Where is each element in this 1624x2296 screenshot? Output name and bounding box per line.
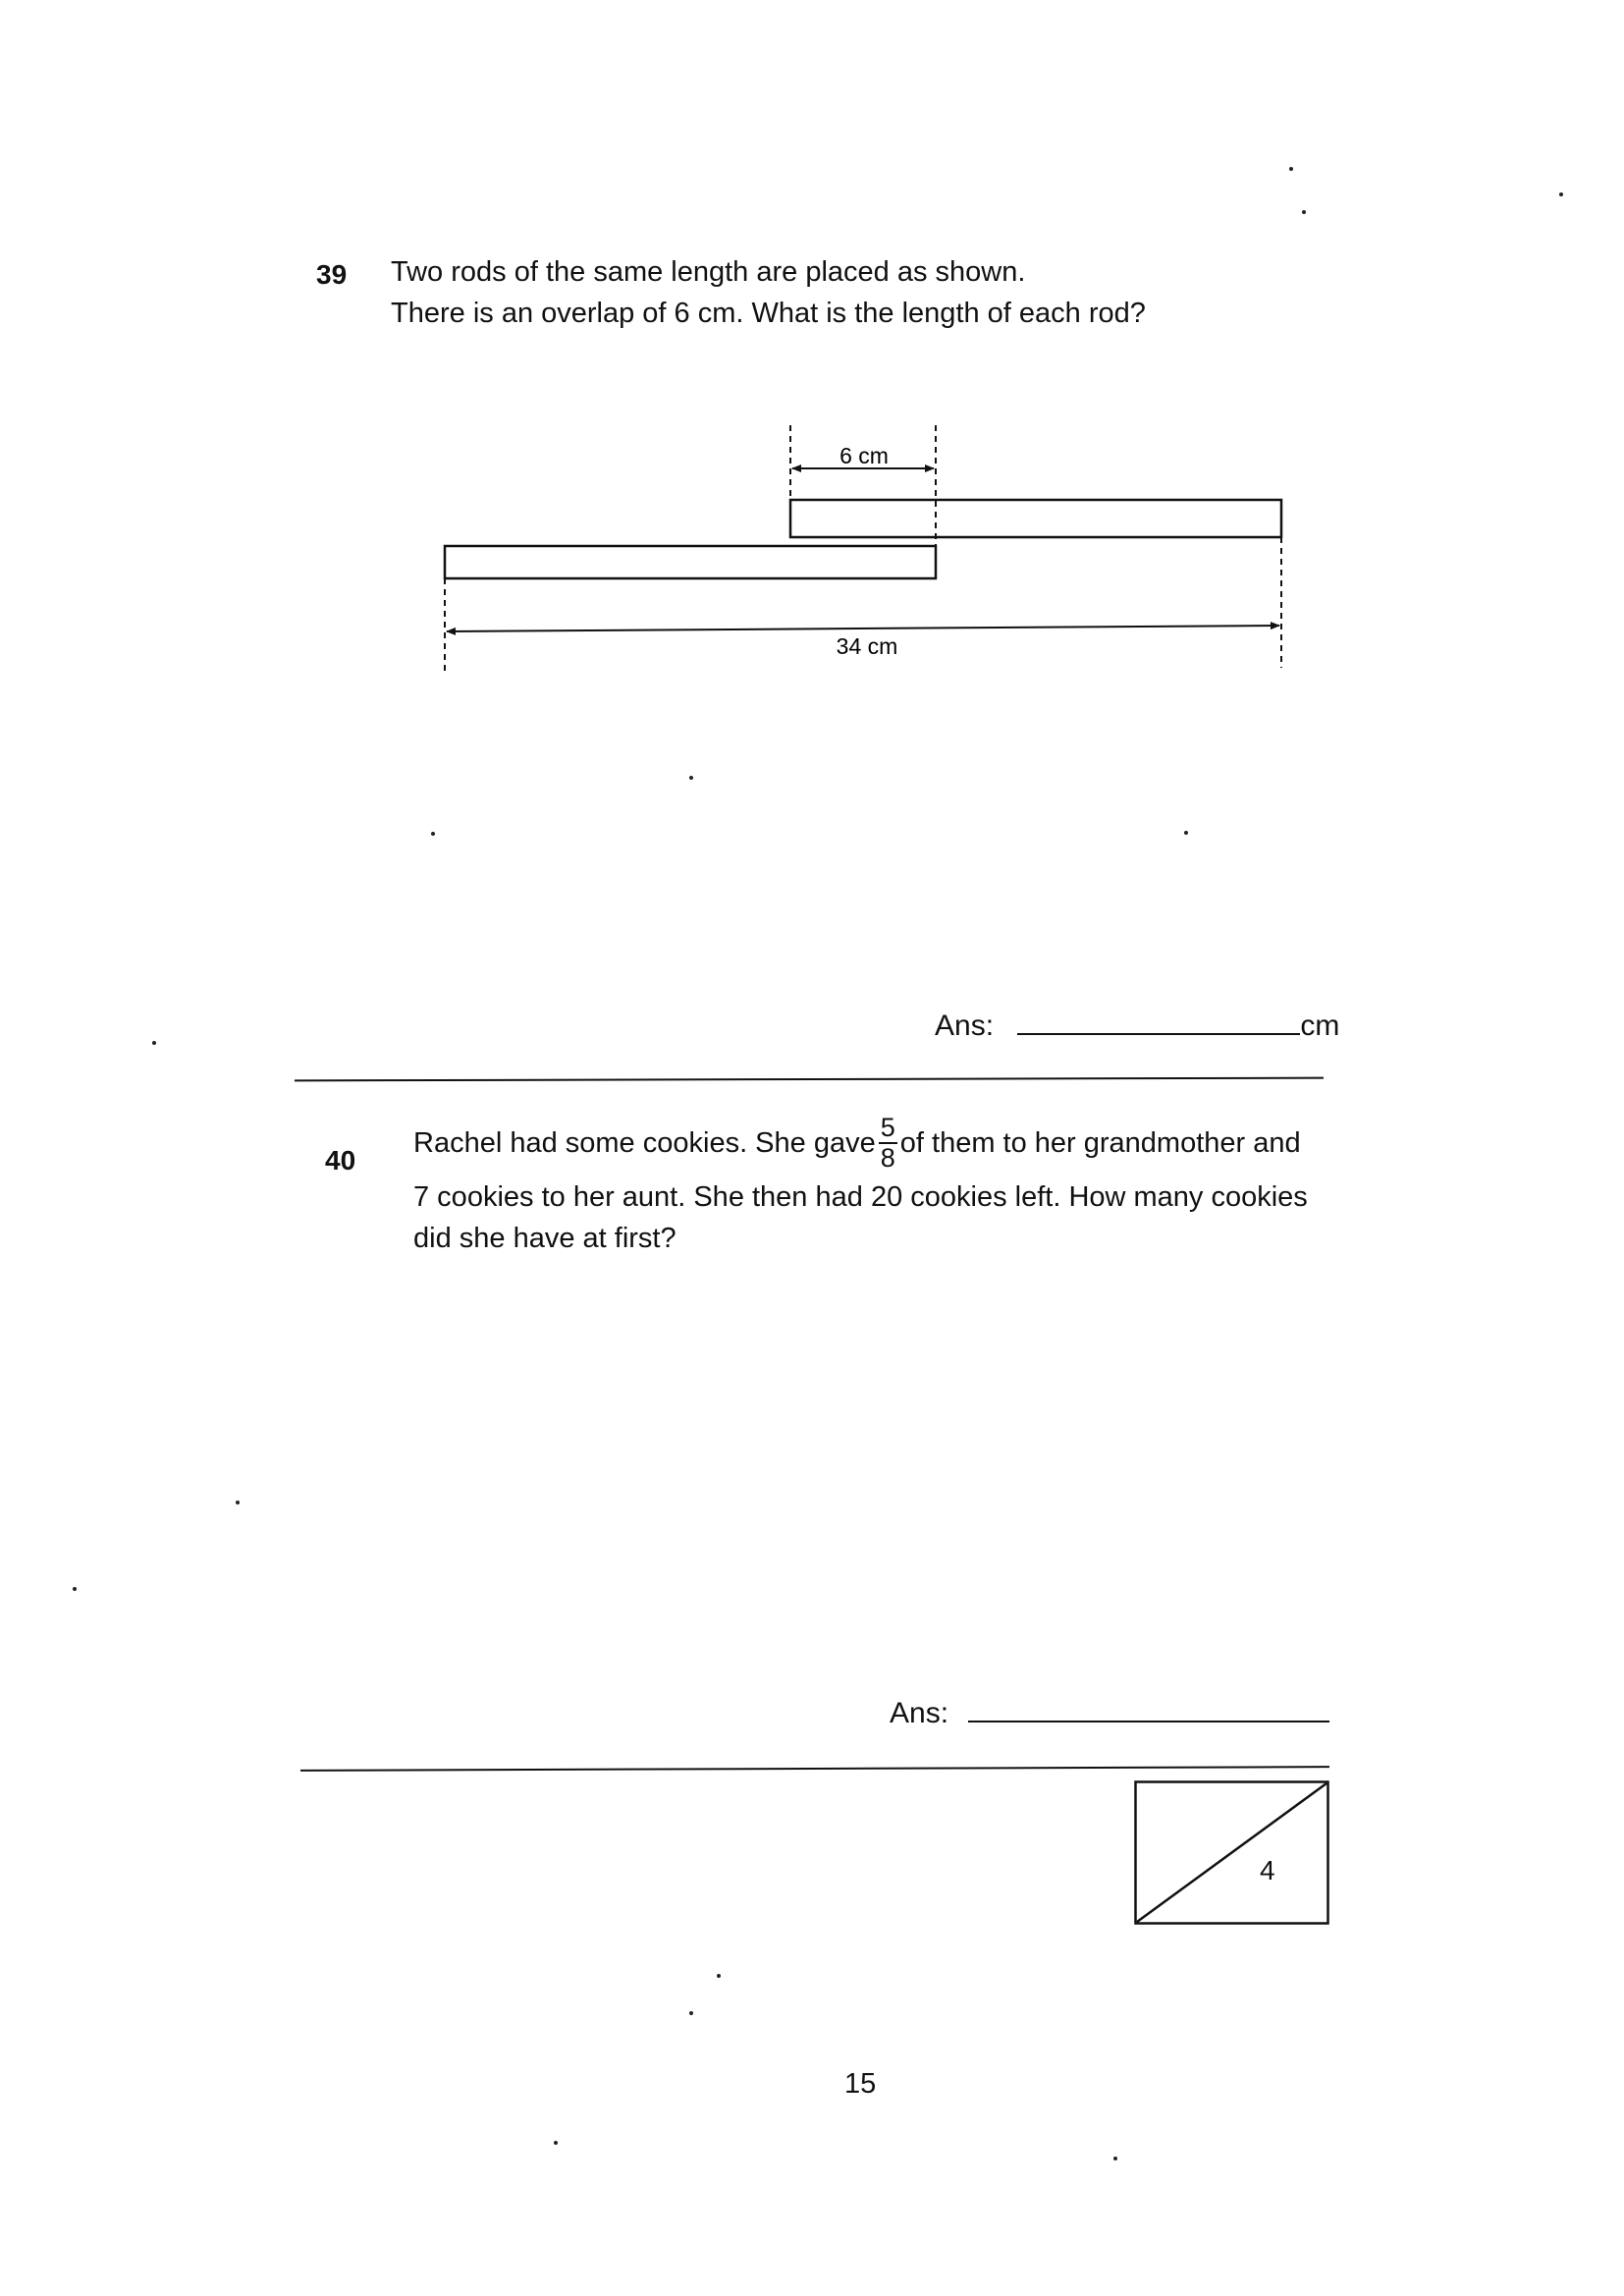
section-divider-1 [295,1077,1324,1082]
scan-speck [236,1501,240,1504]
question-40-line3: did she have at first? [413,1223,677,1254]
question-40-line1 [413,1113,1308,1173]
question-39-answer-line [935,1010,1339,1043]
scan-speck [689,776,693,780]
scan-speck [717,1974,721,1978]
upper-rod [790,500,1281,537]
scan-speck [689,2011,693,2015]
overlap-label: 6 cm [839,443,889,468]
scan-speck [152,1041,156,1045]
question-40-text [413,1113,1308,1259]
scan-speck [1184,831,1188,835]
lower-rod [445,546,936,578]
scan-speck [431,832,435,836]
question-40-ans-label: Ans: [890,1697,949,1729]
question-39-ans-label: Ans: [935,1010,995,1042]
fraction-numerator: 5 [880,1113,895,1142]
scan-speck [1113,2157,1117,2160]
total-label: 34 cm [836,633,898,659]
question-40-answer-line [890,1697,1329,1730]
total-arrow [447,626,1279,631]
section-divider-2 [300,1766,1329,1772]
scan-speck [1302,210,1306,214]
question-39-number: 39 [316,259,348,290]
scan-speck [1559,192,1563,196]
fraction-denominator: 8 [880,1143,895,1173]
question-40-line2: 7 cookies to her aunt. She then had 20 cookies left. How many cookies [413,1181,1308,1213]
question-40-number: 40 [325,1145,356,1175]
scan-speck [1289,167,1293,171]
question-40-line1-before: Rachel had some cookies. She gave [413,1127,876,1159]
question-39-line1: Two rods of the same length are placed as shown. [391,256,1026,288]
question-39-line2: There is an overlap of 6 cm. What is the length of each rod? [391,298,1146,329]
scan-speck [73,1587,77,1591]
question-39-answer-blank[interactable] [1017,1033,1300,1035]
page-number: 15 [844,2068,877,2100]
marks-box [1134,1780,1329,1925]
scan-speck [554,2141,558,2145]
rods-diagram [0,0,1624,746]
question-40-line1-after: of them to her grandmother and [899,1127,1301,1159]
fraction-five-eighths [879,1115,897,1172]
question-39-unit: cm [1300,1010,1340,1042]
marks-value: 4 [1260,1855,1275,1886]
question-40-answer-blank[interactable] [968,1721,1329,1722]
